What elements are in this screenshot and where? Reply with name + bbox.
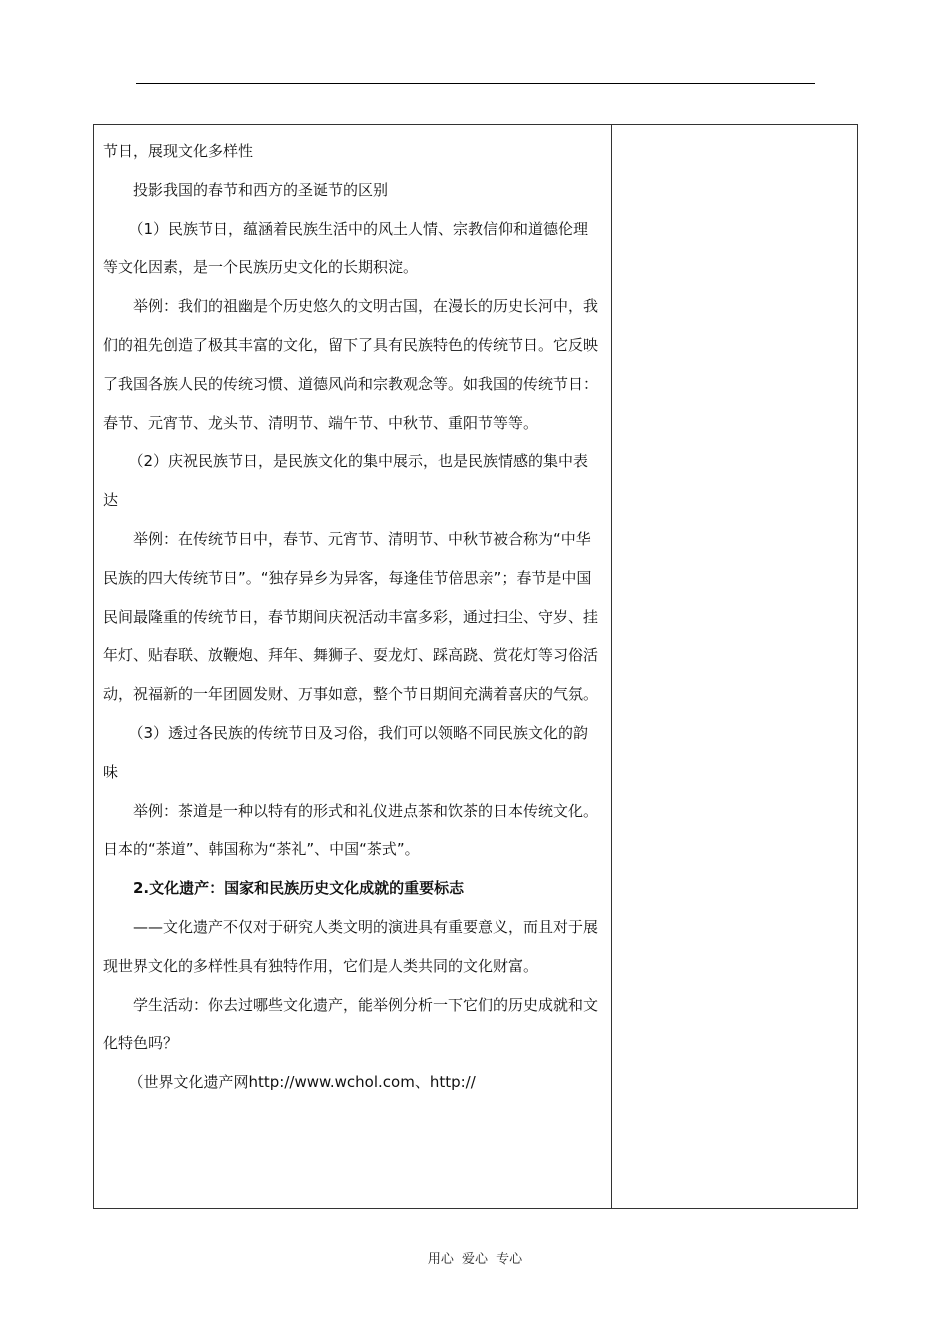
paragraph-student-activity: 学生活动：你去过哪些文化遗产，能举例分析一下它们的历史成就和文化特色吗？: [103, 995, 599, 1053]
paragraph-projection: 投影我国的春节和西方的圣诞节的区别: [133, 180, 389, 199]
page-footer: 用心 爱心 专心: [427, 1252, 523, 1267]
paragraph-point-3: （3）透过各民族的传统节日及习俗，我们可以领略不同民族文化的韵味: [103, 723, 589, 781]
paragraph-point-2: （2）庆祝民族节日，是民族文化的集中展示，也是民族情感的集中表达: [103, 452, 589, 510]
paragraph-website-reference: （世界文化遗产网http://www.wchol.com、http://: [128, 1073, 476, 1092]
paragraph-example-1: 举例：我们的祖幽是个历史悠久的文明古国，在漫长的历史长河中，我们的祖先创造了极其丰富的文化，留下了具有民族特色的传统节日。它反映了我国各族人民的传统习惯、道德风尚和宗教观念等。如我国的传统节日：春节、元宵节、龙头节、清明节、端午节、中秋节、重阳节等等。: [103, 297, 599, 432]
header-rule: [136, 83, 815, 84]
paragraph-continuation: 节日，展现文化多样性: [103, 142, 254, 160]
paragraph-point-1: （1）民族节日，蕴涵着民族生活中的风土人情、宗教信仰和道德伦理等文化因素，是一个民族历史文化的长期积淀。: [103, 219, 589, 277]
paragraph-heritage-significance: ——文化遗产不仅对于研究人类文明的演进具有重要意义，而且对于展现世界文化的多样性具有独特作用，它们是人类共同的文化财富。: [103, 917, 599, 975]
main-content-cell: [94, 125, 611, 1208]
paragraph-example-2: 举例：在传统节日中，春节、元宵节、清明节、中秋节被合称为“中华民族的四大传统节日”。“独存异乡为异客，每逢佳节倍思亲”；春节是中国民间最隆重的传统节日，春节期间庆祝活动丰富多彩，通过扫尘、守岁、挂年灯、贴春联、放鞭炮、拜年、舞狮子、耍龙灯、踩高跷、赏花灯等习俗活动，祝福新的一年团圆发财、万事如意，整个节日期间充满着喜庆的气氛。: [103, 529, 599, 704]
notes-cell: [612, 125, 857, 1208]
section-heading-cultural-heritage: 2.文化遗产：国家和民族历史文化成就的重要标志: [133, 879, 465, 898]
paragraph-example-3: 举例：茶道是一种以特有的形式和礼仪进点茶和饮茶的日本传统文化。日本的“茶道”、韩国称为“茶礼”、中国“茶式”。: [103, 801, 599, 859]
content-table: [93, 124, 858, 1209]
